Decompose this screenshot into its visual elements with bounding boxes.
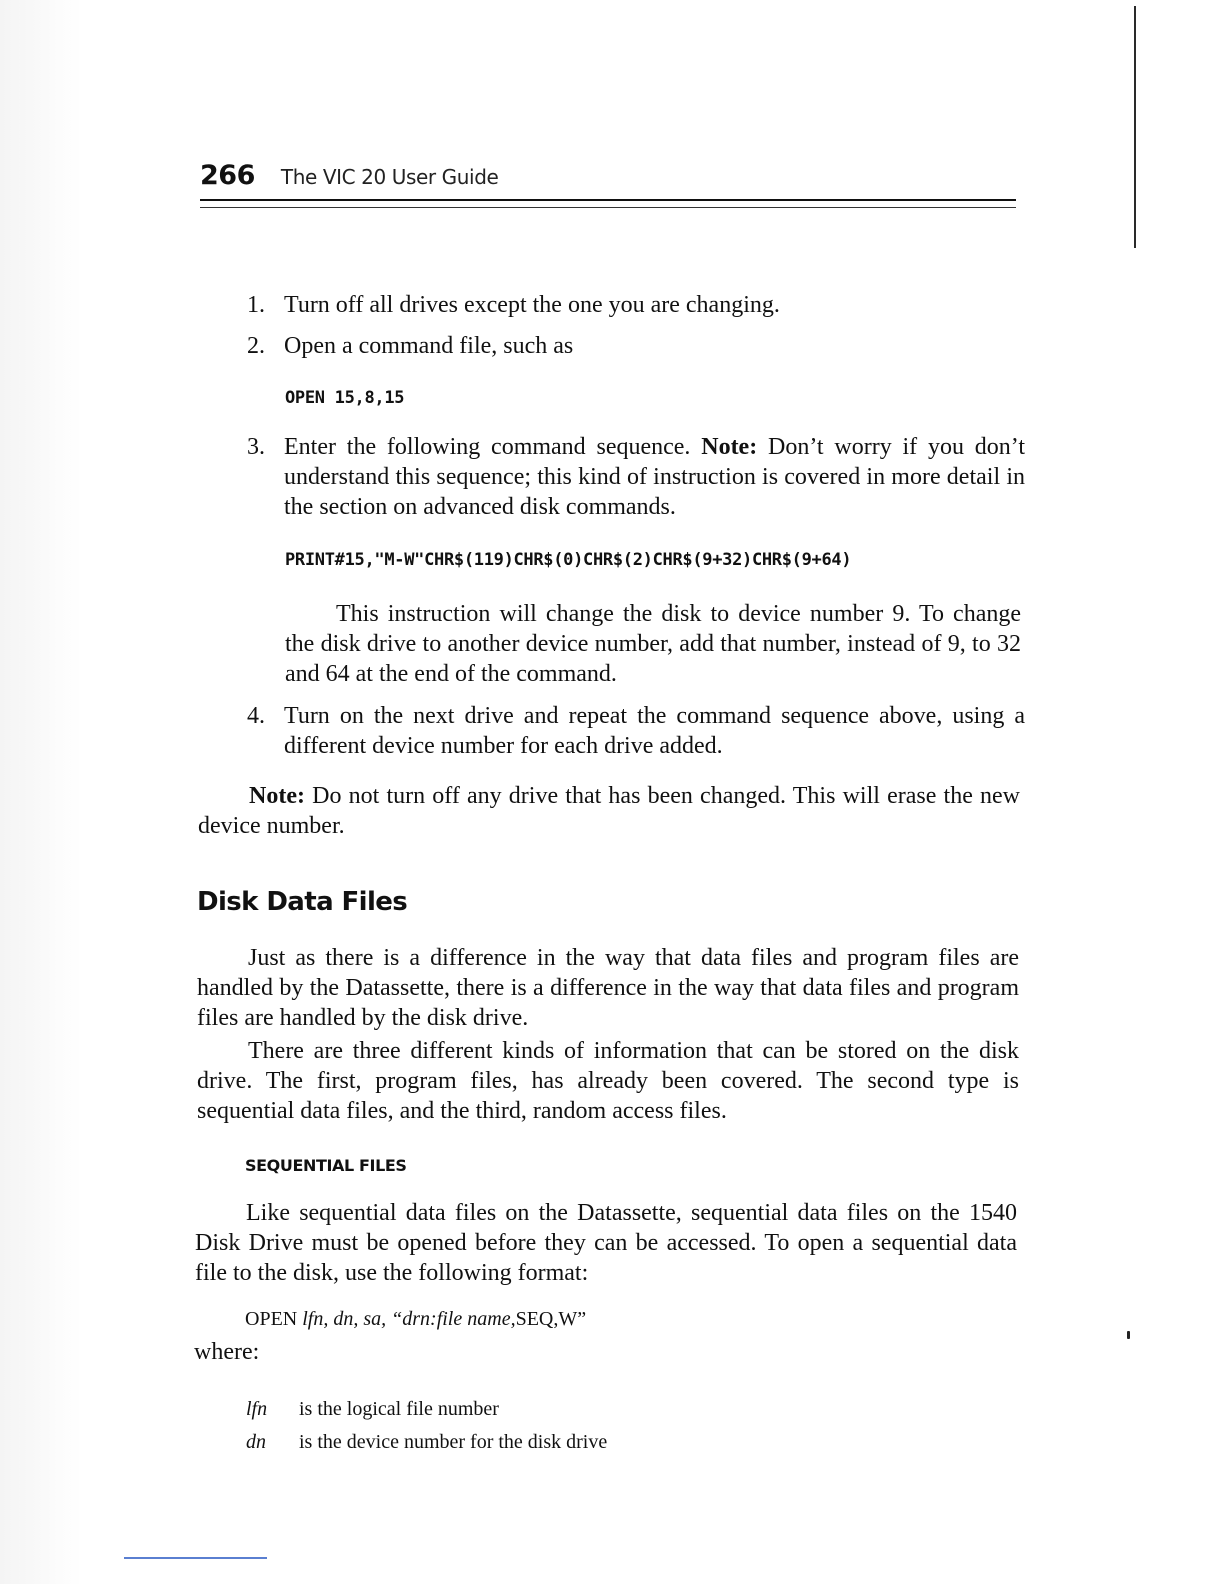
list-item-number: 4.: [247, 703, 265, 729]
subsection-title: SEQUENTIAL FILES: [245, 1156, 407, 1175]
note-paragraph: Note: Do not turn off any drive that has been changed. This will erase the new device number.: [198, 783, 1020, 839]
section-title: Disk Data Files: [197, 887, 408, 917]
where-label: where:: [194, 1339, 260, 1365]
list-item-number: 2.: [247, 333, 265, 359]
list-item-number: 1.: [247, 292, 265, 318]
format-syntax: OPEN lfn, dn, sa, “drn:file name,SEQ,W”: [245, 1308, 587, 1330]
list-item-text: Turn on the next drive and repeat the command sequence above, using a different device number for each drive added.: [284, 703, 1025, 759]
note-label: Note:: [249, 783, 305, 809]
header-rule-thin: [200, 207, 1016, 208]
list-item-number: 3.: [247, 434, 265, 460]
code-print-command: PRINT#15,"M-W"CHR$(119)CHR$(0)CHR$(2)CHR$(9+32)CHR$(9+64): [285, 550, 852, 570]
scan-shadow: [0, 0, 82, 1584]
definition-desc: is the device number for the disk drive: [299, 1431, 608, 1453]
running-head: The VIC 20 User Guide: [280, 165, 499, 189]
note-label: Note:: [701, 434, 758, 460]
scan-speck: [1127, 1331, 1130, 1339]
definition-term: dn: [246, 1431, 266, 1453]
page-number: 266: [200, 160, 255, 191]
code-open-command: OPEN 15,8,15: [285, 388, 405, 408]
list-item-text: Turn off all drives except the one you are changing.: [284, 292, 780, 318]
section-paragraph: Just as there is a difference in the way that data files and program files are handled by the Datassette, there is a difference in the way that data files and program files are handled by the disk drive.: [197, 945, 1019, 1031]
definition-term: lfn: [246, 1398, 268, 1420]
scan-margin-line: [1134, 6, 1136, 248]
page-header: [200, 160, 1016, 200]
list-item-text: Open a command file, such as: [284, 333, 574, 359]
definition-desc: is the logical file number: [299, 1398, 499, 1420]
header-rule: [200, 199, 1016, 201]
step3-followup: This instruction will change the disk to device number 9. To change the disk drive to another device number, add that number, instead of 9, to 32 and 64 at the end of the command.: [285, 601, 1021, 687]
list-item-text: Enter the following command sequence. Note: Don’t worry if you don’t understand this sequence; this kind of instruction is covered in more detail in the section on advanced disk commands.: [284, 434, 1025, 520]
subsection-paragraph: Like sequential data files on the Datassette, sequential data files on the 1540 Disk Drive must be opened before they can be accessed. To open a sequential data file to the disk, use the following format:: [195, 1200, 1017, 1286]
section-paragraph: There are three different kinds of information that can be stored on the disk drive. The first, program files, has already been covered. The second type is sequential data files, and the third, random access files.: [197, 1038, 1019, 1124]
bottom-mark: [124, 1557, 267, 1559]
